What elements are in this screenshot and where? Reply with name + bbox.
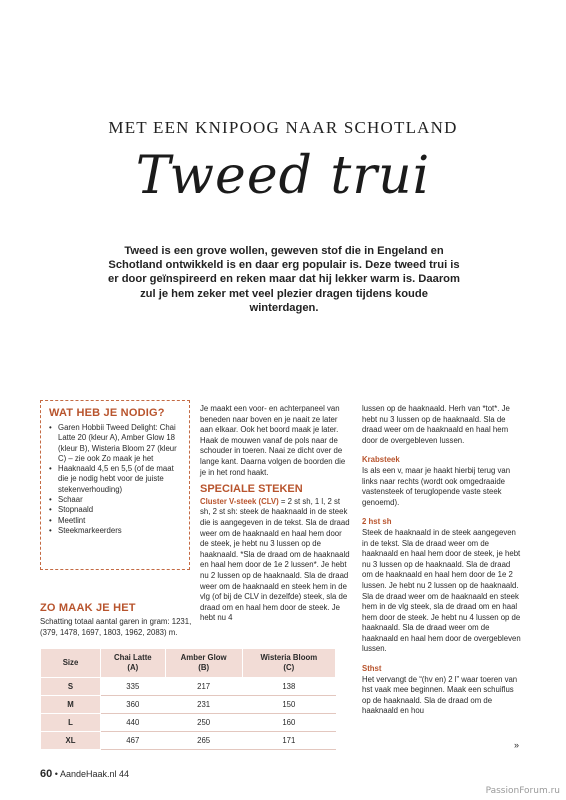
- list-item: • Haaknaald 4,5 en 5,5 (of de maat die je nodig hebt voor de juiste stekenverhouding): [49, 464, 181, 495]
- article-kicker: MET EEN KNIPOOG NAAR SCHOTLAND: [108, 118, 458, 137]
- sthst-label: Sthst: [362, 664, 382, 674]
- body-column-right: [362, 404, 522, 717]
- list-item: • Steekmarkeerders: [49, 526, 181, 536]
- table-header-row: [41, 649, 336, 678]
- table-row: [41, 732, 336, 750]
- size-header: Size: [41, 649, 101, 678]
- chai-latte-header: [101, 649, 166, 678]
- table-cell: 231: [165, 696, 242, 714]
- special-stitches-heading: SPECIALE STEKEN: [200, 483, 303, 496]
- table-cell: 160: [242, 714, 335, 732]
- size-cell: S: [41, 678, 101, 696]
- list-item: • Stopnaald: [49, 505, 181, 515]
- wisteria-bloom-header: [242, 649, 335, 678]
- sthst-text: Het vervangt de “(hv en) 2 l” waar toeren van hst vaak mee beginnen. Maak een schuiflus op de haaknaald. Sla de draad om de haaknaald en hou: [362, 674, 518, 716]
- header-code: (A): [127, 663, 139, 672]
- size-cell: L: [41, 714, 101, 732]
- hst-label: 2 hst sh: [362, 517, 392, 527]
- size-cell: XL: [41, 732, 101, 750]
- yarn-estimate-text: Schatting totaal aantal garen in gram: 1231, (379, 1478, 1697, 1803, 1962, 2083) m.: [40, 617, 192, 637]
- krabsteek-text: Is als een v, maar je haakt hierbij terug van links naar rechts (wordt ook omgedraaide vastensteek of teruglopende vaste steek genoemd).: [362, 465, 511, 507]
- krabsteek-label: Krabsteek: [362, 455, 400, 465]
- table-cell: 360: [101, 696, 166, 714]
- table-cell: 138: [242, 678, 335, 696]
- size-cell: M: [41, 696, 101, 714]
- header-code: (C): [283, 663, 295, 672]
- header-name: Chai Latte: [113, 653, 152, 662]
- hst-text: Steek de haaknaald in de steek aangegeven in de tekst. Sla de draad weer om de haaknaald en haal hem door de steek, je hebt nu 3 lussen op de haaknaald. Sla de draad om de haaknaald en haal hem door de 1e 2 lussen. Je hebt nu 2 lussen op de haaknaald. Sla de draad weer om de haaknaald en steek hem in de vlg steek, sla de draad om en haal hem door de steek. Je hebt nu 4 lussen op de haaknaald. Sla de draad weer om de haaknaald en haal hem door de overgebleven lussen.: [362, 527, 521, 654]
- page-number: 60: [40, 768, 53, 780]
- table-row: [41, 678, 336, 696]
- clv-text: = 2 st sh, 1 l, 2 st sh, 2 st sh: steek de haaknaald in de steek die is aangegeven in de tekst. Sla de draad weer om de haaknaald en haal hem door de steek, je hebt nu 3 lussen op de haaknaald. *Sla de draad om de haaknaald en haal hem door de 1e 2 lussen*. Je hebt nu 2 lussen op de haaknaald. Sla de draad weer om de haaknaald en steek hem in de vlg (of bij de CLV in dezelfde) steek, sla de draad om en haal hem door de steek. Je hebt nu 4: [200, 496, 350, 623]
- table-row: [41, 714, 336, 732]
- list-item: • Meetlint: [49, 516, 181, 526]
- materials-list: [49, 423, 181, 536]
- yarn-size-table: [40, 648, 336, 750]
- amber-glow-header: [165, 649, 242, 678]
- intro-paragraph: Tweed is een grove wollen, geweven stof die in Engeland en Schotland ontwikkeld is en daar erg populair is. Deze tweed trui is er door geïnspireerd en reken maar dat hij lekker warm is. Daarom zul je hem zeker met veel plezier dragen tijdens koude winterdagen.: [108, 245, 460, 314]
- table-cell: 171: [242, 732, 335, 750]
- list-item: • Schaar: [49, 495, 181, 505]
- clv-label: Cluster V-steek (CLV): [200, 496, 279, 506]
- header-code: (B): [198, 663, 210, 672]
- table-cell: 250: [165, 714, 242, 732]
- table-cell: 440: [101, 714, 166, 732]
- continued-paragraph: lussen op de haaknaald. Herh van *tot*. Je hebt nu 3 lussen op de haaknaald. Sla de draad weer om de haaknaald en haal hem door de overgebleven lussen.: [362, 404, 510, 445]
- table-cell: 335: [101, 678, 166, 696]
- watermark: PassionForum.ru: [485, 786, 560, 796]
- article-title: Tweed trui: [135, 146, 431, 206]
- table-row: [41, 696, 336, 714]
- table-cell: 265: [165, 732, 242, 750]
- list-item: • Garen Hobbii Tweed Delight: Chai Latte 20 (kleur A), Amber Glow 18 (kleur B), Wisteria Bloom 27 (kleur C) – zie ook Zo maak je het: [49, 423, 181, 464]
- clv-paragraph: [200, 497, 350, 624]
- page-footer: [40, 768, 129, 780]
- header-name: Wisteria Bloom: [260, 653, 318, 662]
- materials-box: [40, 400, 190, 570]
- header-name: Amber Glow: [180, 653, 227, 662]
- table-cell: 150: [242, 696, 335, 714]
- table-cell: 467: [101, 732, 166, 750]
- continue-arrow: »: [514, 740, 520, 750]
- materials-heading: WAT HEB JE NODIG?: [49, 407, 165, 419]
- footer-source: AandeHaak.nl 44: [59, 769, 129, 779]
- body-column-middle: [200, 404, 350, 624]
- instructions-heading: ZO MAAK JE HET: [40, 602, 136, 614]
- table-cell: 217: [165, 678, 242, 696]
- construction-paragraph: Je maakt een voor- en achterpaneel van beneden naar boven en je naait ze later aan elkaar. Ook het boord maak je later. Haak de mouwen vanaf de pols naar de schouder in toeren. Naai ze dicht over de lange kant. Daarna volgen de boorden die je in het rond haakt.: [200, 404, 346, 477]
- footer-bullet: •: [54, 769, 58, 779]
